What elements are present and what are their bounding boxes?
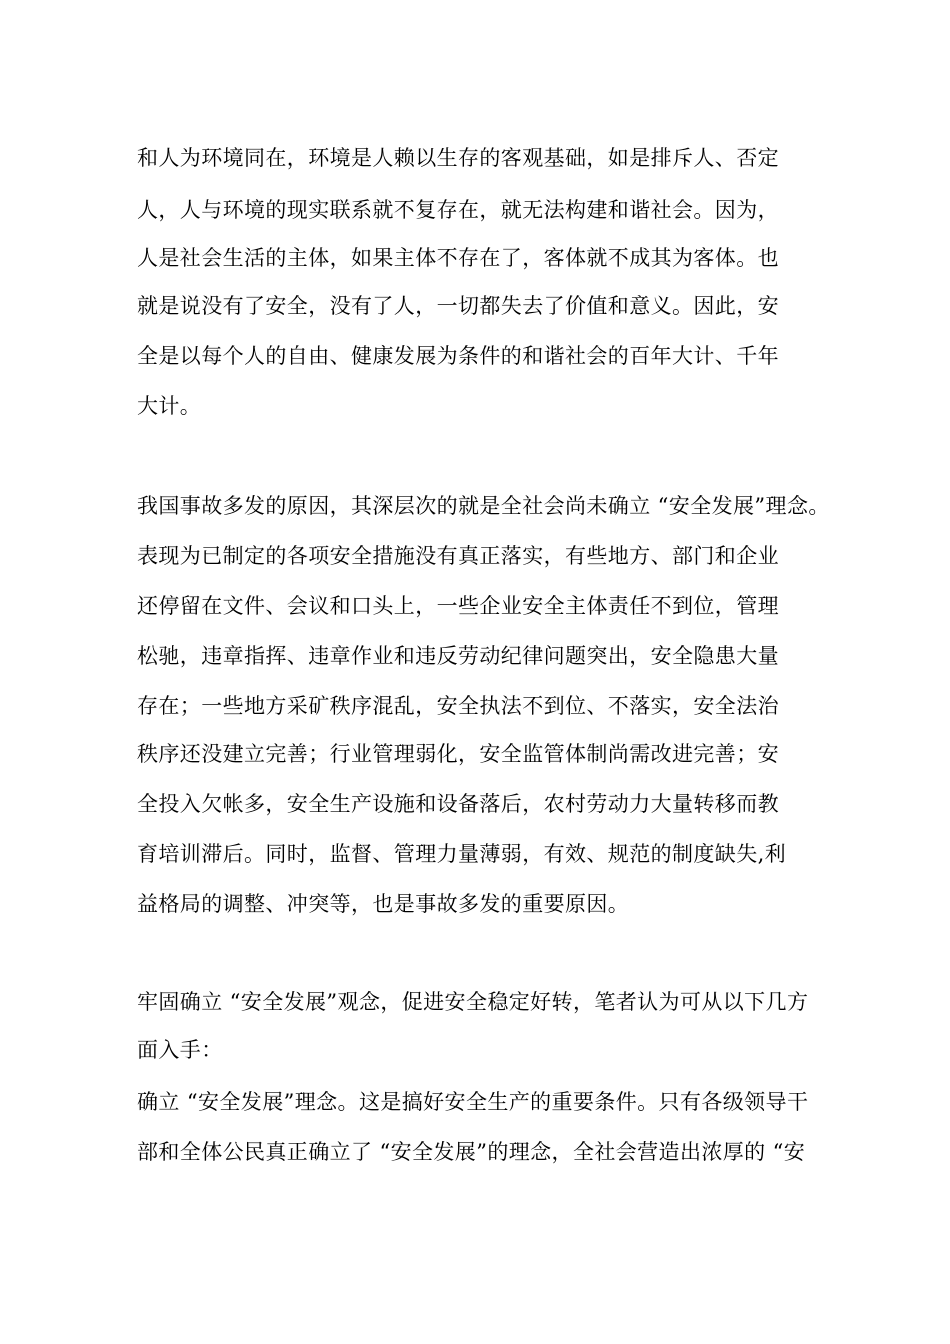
text-line: 面入手： xyxy=(137,1038,223,1062)
text-line: 表现为已制定的各项安全措施没有真正落实，有些地方、部门和企业 xyxy=(137,544,779,568)
text-line: 我国事故多发的原因，其深层次的就是全社会尚未确立 “安全发展”理念。 xyxy=(137,494,830,518)
text-line: 育培训滞后。同时，监督、管理力量薄弱，有效、规范的制度缺失,利 xyxy=(137,842,787,866)
text-line: 确立 “安全发展”理念。这是搞好安全生产的重要条件。只有各级领导干 xyxy=(137,1090,809,1114)
text-line: 全投入欠帐多，安全生产设施和设备落后，农村劳动力大量转移而教 xyxy=(137,792,779,816)
text-line: 存在；一些地方采矿秩序混乱，安全执法不到位、不落实，安全法治 xyxy=(137,694,779,718)
text-line: 全是以每个人的自由、健康发展为条件的和谐社会的百年大计、千年 xyxy=(137,344,779,368)
text-line: 大计。 xyxy=(137,394,202,418)
text-line: 部和全体公民真正确立了 “安全发展”的理念，全社会营造出浓厚的 “安 xyxy=(137,1140,806,1164)
text-line: 牢固确立 “安全发展”观念，促进安全稳定好转，笔者认为可从以下几方 xyxy=(137,990,809,1014)
text-line: 和人为环境同在，环境是人赖以生存的客观基础，如是排斥人、否定 xyxy=(137,146,779,170)
text-line: 益格局的调整、冲突等，也是事故多发的重要原因。 xyxy=(137,892,630,916)
text-line: 就是说没有了安全，没有了人，一切都失去了价值和意义。因此，安 xyxy=(137,294,779,318)
text-line: 还停留在文件、会议和口头上，一些企业安全主体责任不到位，管理 xyxy=(137,594,779,618)
text-line: 人是社会生活的主体，如果主体不存在了，客体就不成其为客体。也 xyxy=(137,246,779,270)
text-line: 秩序还没建立完善；行业管理弱化，安全监管体制尚需改进完善；安 xyxy=(137,742,779,766)
text-line: 松驰，违章指挥、违章作业和违反劳动纪律问题突出，安全隐患大量 xyxy=(137,644,779,668)
text-line: 人，人与环境的现实联系就不复存在，就无法构建和谐社会。因为， xyxy=(137,198,779,222)
